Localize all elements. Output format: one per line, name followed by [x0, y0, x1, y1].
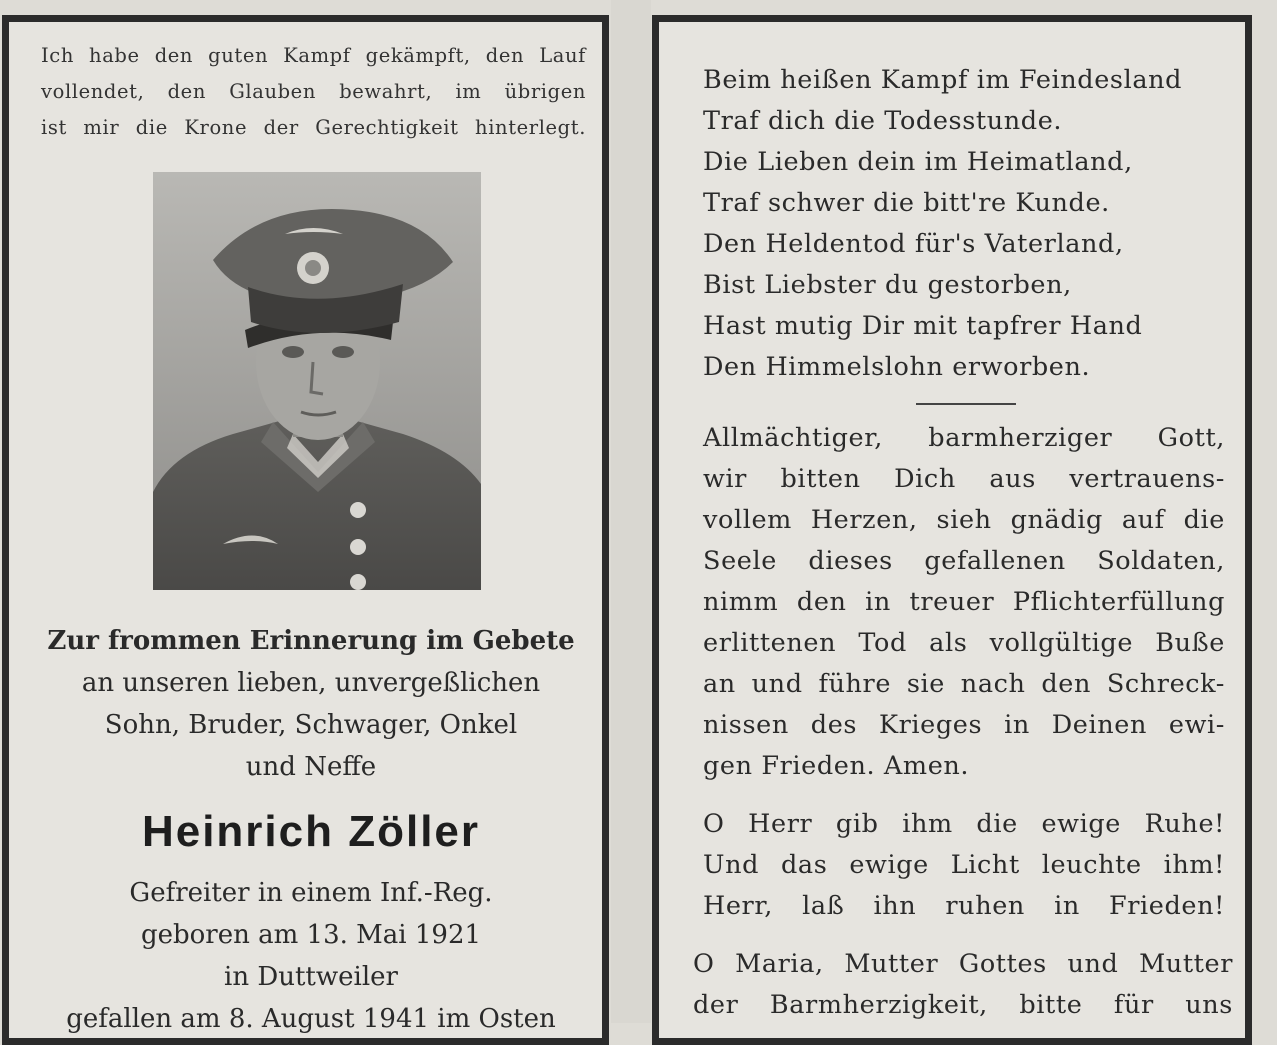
- page-gutter: [611, 0, 651, 1023]
- soldier-portrait-photo: [153, 172, 481, 590]
- memorial-poem: [703, 60, 1225, 388]
- prayer-line: vollem Herzen, sieh gnädig auf die: [703, 505, 1225, 535]
- detail-line: in Duttweiler: [224, 962, 398, 992]
- prayer-line: erlittenen Tod als vollgültige Buße: [703, 628, 1225, 658]
- detail-line: Gefreiter in einem Inf.-Reg.: [129, 878, 493, 908]
- left-memorial-card: [2, 15, 609, 1045]
- scripture-line: Ich habe den guten Kampf gekämpft, den Lauf: [41, 44, 586, 67]
- poem-line: Den Heldentod für's Vaterland,: [703, 229, 1124, 259]
- rest-line: Und das ewige Licht leuchte ihm!: [703, 850, 1225, 880]
- prayer-text: [703, 418, 1225, 787]
- prayer-line: gen Frieden. Amen.: [703, 751, 970, 781]
- intro-line: an unseren lieben, unvergeßlichen: [81, 668, 541, 698]
- maria-line: der Barmherzigkeit, bitte für uns: [693, 990, 1233, 1020]
- intro-line: Sohn, Bruder, Schwager, Onkel: [104, 710, 518, 740]
- poem-line: Hast mutig Dir mit tapfrer Hand: [703, 311, 1143, 341]
- scripture-line: vollendet, den Glauben bewahrt, im übrigen: [41, 80, 586, 103]
- eternal-rest-prayer: [703, 804, 1225, 927]
- prayer-line: wir bitten Dich aus vertrauens-: [703, 464, 1225, 494]
- scripture-quote: [41, 38, 586, 146]
- poem-line: Traf schwer die bitt're Kunde.: [703, 188, 1110, 218]
- detail-line: geboren am 13. Mai 1921: [140, 920, 482, 950]
- maria-line: O Maria, Mutter Gottes und Mutter: [693, 949, 1233, 979]
- prayer-line: Allmächtiger, barmherziger Gott,: [703, 423, 1225, 453]
- detail-line: gefallen am 8. August 1941 im Osten: [66, 1004, 556, 1034]
- prayer-line: Seele dieses gefallenen Soldaten,: [703, 546, 1225, 576]
- section-divider: [916, 403, 1016, 405]
- rest-line: Herr, laß ihn ruhen in Frieden!: [703, 891, 1225, 921]
- poem-line: Beim heißen Kampf im Feindesland: [703, 65, 1183, 95]
- poem-line: Den Himmelslohn erworben.: [703, 352, 1091, 382]
- right-prayer-card: [652, 15, 1252, 1045]
- intro-line: und Neffe: [245, 752, 377, 782]
- poem-line: Die Lieben dein im Heimatland,: [703, 147, 1133, 177]
- memorial-text: [41, 620, 581, 1040]
- prayer-line: nissen des Krieges in Deinen ewi-: [703, 710, 1225, 740]
- soldier-portrait-icon: [153, 172, 481, 590]
- maria-prayer: [693, 944, 1233, 1026]
- poem-line: Traf dich die Todesstunde.: [703, 106, 1063, 136]
- memorial-heading: Zur frommen Erinnerung im Gebete: [47, 626, 575, 656]
- prayer-line: nimm den in treuer Pflichterfüllung: [703, 587, 1225, 617]
- rest-line: O Herr gib ihm die ewige Ruhe!: [703, 809, 1225, 839]
- deceased-name: Heinrich Zöller: [141, 807, 481, 856]
- poem-line: Bist Liebster du gestorben,: [703, 270, 1072, 300]
- scripture-line: ist mir die Krone der Gerechtigkeit hinterlegt.: [41, 116, 586, 139]
- prayer-line: an und führe sie nach den Schreck-: [703, 669, 1225, 699]
